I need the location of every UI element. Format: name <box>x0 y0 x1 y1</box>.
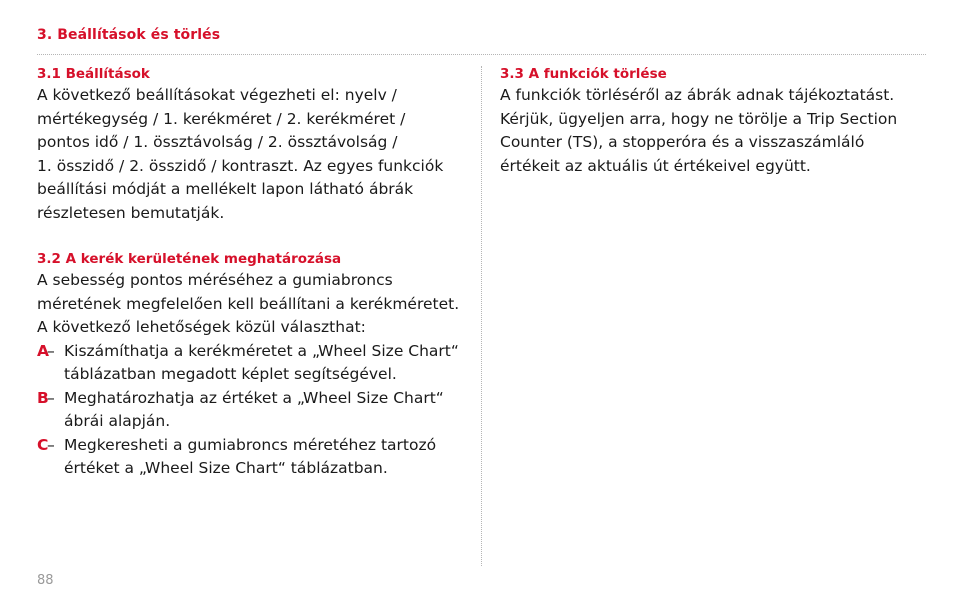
option-text-b: Meghatározhatja az értéket a „Wheel Size Chart“ ábrái alapján. <box>64 388 444 430</box>
option-dash-b: – <box>47 388 55 407</box>
section-body-reset: A funkciók törléséről az ábrák adnak tájékoztatást. Kérjük, ügyeljen arra, hogy ne törölje a Trip Section Counter (TS), a stopperóra és a visszaszámláló értékeit az aktuális út értékeivel együtt. <box>500 86 898 175</box>
page-number: 88 <box>37 573 54 588</box>
section-heading-settings: 3.1 Beállítások <box>37 66 150 82</box>
section-intro-wheel: A sebesség pontos méréséhez a gumiabroncs méretének megfelelően kell beállítani a kerékméretet. A következő lehetőségek közül választhat: <box>37 271 460 336</box>
option-letter-a: A <box>37 341 49 360</box>
option-item-b <box>37 387 462 434</box>
option-dash-c: – <box>47 435 55 454</box>
option-letter-b: B <box>37 388 49 407</box>
option-dash-a: – <box>47 341 55 360</box>
section-heading-reset: 3.3 A funkciók törlése <box>500 66 667 82</box>
option-text-a: Kiszámíthatja a kerékméretet a „Wheel Size Chart“ táblázatban megadott képlet segítségével. <box>64 341 459 383</box>
dotted-divider-vertical <box>481 66 482 566</box>
left-column <box>37 64 462 481</box>
right-column <box>500 64 900 178</box>
section-settings <box>37 64 462 225</box>
section-spacer <box>37 225 462 249</box>
section-reset <box>500 64 900 178</box>
page-title: 3. Beállítások és törlés <box>37 27 221 43</box>
option-letter-c: C <box>37 435 49 454</box>
option-item-a <box>37 340 462 387</box>
section-heading-wheel: 3.2 A kerék kerületének meghatározása <box>37 251 342 267</box>
option-item-c <box>37 434 462 481</box>
section-wheel-circumference <box>37 249 462 481</box>
option-text-c: Megkeresheti a gumiabroncs méretéhez tartozó értéket a „Wheel Size Chart“ táblázatban. <box>64 435 437 477</box>
dotted-divider-horizontal <box>37 54 926 55</box>
section-body-settings: A következő beállításokat végezheti el: nyelv / mértékegység / 1. kerékméret / 2. kerékméret / pontos idő / 1. össztávolság / 2. össztávolság / 1. összidő / 2. összidő / kontraszt. Az egyes funkciók beállítási módját a mellékelt lapon látható ábrák részletesen bemutatják. <box>37 86 444 222</box>
